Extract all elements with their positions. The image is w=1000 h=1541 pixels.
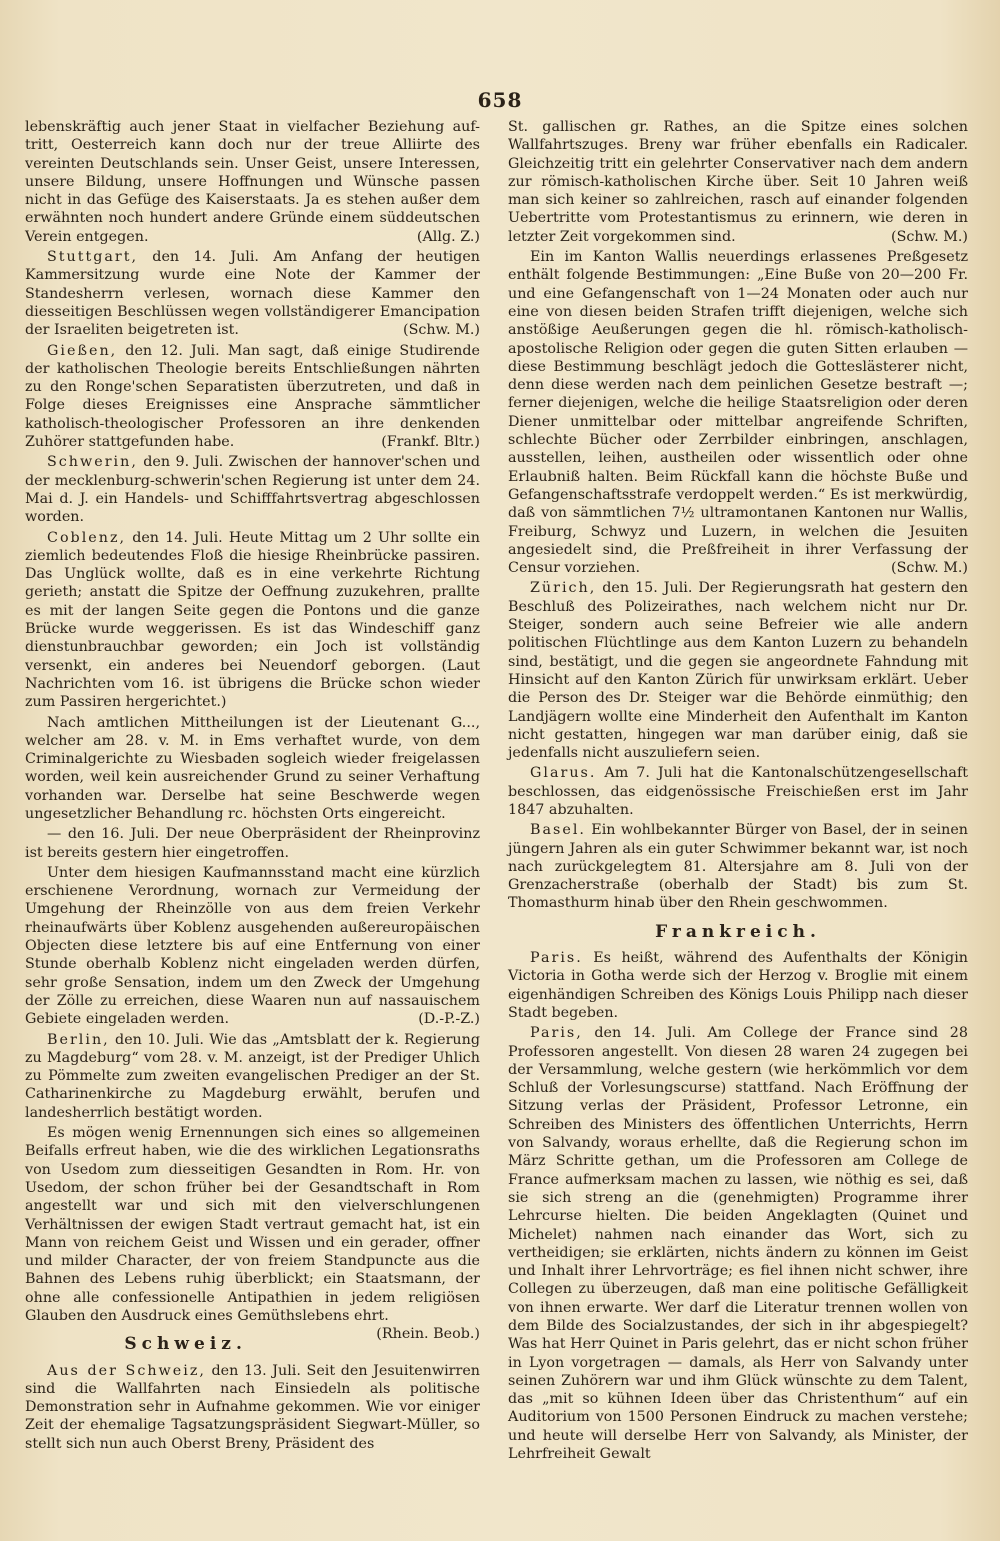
article-paris: Paris. Es heißt, während des Aufenthalts der Königin Victoria in Gotha werde sich der Herzog v. Broglie mit einem eigenhändigen Schreiben des Königs Louis Philipp nach dieser Stadt begeben. (508, 950, 968, 1021)
dateline-place: Berlin, (47, 1031, 110, 1048)
source-citation: (Schw. M.) (403, 322, 480, 339)
dateline-place: Paris, (530, 1025, 583, 1042)
source-citation: (Schw. M.) (891, 228, 968, 245)
article-wallis: Ein im Kanton Wallis neuerdings erlassenes Preßgesetz enthält folgende Bestimmungen: „Eine Buße von 20—200 Fr. und eine Gefangenschaft von 1—24 Monaten oder auch nur eine von diesen beiden Strafen trifft diejenigen, welche sich anstößige Aeußerungen gegen die hl. römisch-katholisch-apostolische Religion oder gegen die guten Sitten erlauben — diese Bestimmung beschlägt jedoch die Gotteslästerer nicht, denn diese werden nach dem peinlichen Gesetze bestraft —; ferner diejenigen, welche die heilige Staatsreligion oder deren Diener unmittelbar oder mittelbar angreifende Schriften, schlechte Bücher oder Zerrbilder einbringen, anschlagen, ausstellen, leihen, austheilen oder wissentlich oder ohne Erlaubniß halten. Beim Rückfall kann die höchste Buße und Gefangenschaftsstrafe verdoppelt werden.“ Es ist merkwürdig, daß von sämmtlichen 7½ ultramontanen Kantonen nur Wallis, Freiburg, Schwyz und Luzern, in welchen die Jesuiten angesiedelt sind, die Preßfreiheit in ihrer Verfassung der Censur vorziehen. (Schw. M.) (508, 249, 968, 577)
dateline-place: Paris. (530, 950, 583, 967)
dateline-place: Stuttgart, (47, 249, 139, 266)
article-basel: Basel. Ein wohlbekannter Bürger von Basel, der in seinen jüngern Jahren als ein guter Schwimmer bekannt war, ist noch nach zurückgelegtem 81. Altersjahre am 8. Juli von der Grenzacherstraße (oberhalb der Stadt) bis zum St. Thomasthurm hinab über den Rhein geschwommen. (508, 822, 968, 912)
article-schweiz: Aus der Schweiz, den 13. Juli. Seit den Jesuitenwirren sind die Wallfahrten nach Einsiedeln als politische Demonstration sehr in Aufnahme gekommen. Wie vor einiger Zeit der ehemalige Tagsatzungspräsident Siegwart-Müller, so stellt sich nun auch Oberst Breny, Präsident des (25, 1362, 481, 1452)
article-schwerin: Schwerin, den 9. Juli. Zwischen der hannover'schen und der mecklenburg-schwerin'schen Regierung ist unter dem 24. Mai d. J. ein Handels- und Schifffahrtsvertrag abgeschlossen worden. (25, 454, 480, 526)
article-paragraph: Es mögen wenig Ernennungen sich eines so allgemeinen Beifalls erfreut haben, wie die des wirklichen Legationsraths von Usedom zum diesseitigen Gesandten in Rom. Hr. von Usedom, der schon früher bei der Gesandtschaft in Rom angestellt war und sich mit den vielverschlungenen Verhältnissen der ewigen Stadt vertraut gemacht hat, ist ein Mann von reichem Geist und Wissen und ein gerader, offner und milder Character, der von freiem Standpuncte aus die Bahnen des Lebens ruhig überblickt; ein Staatsmann, der ohne alle confessionelle Antipathien in jedem religiösen Glauben den Ausdruck eines Gemüthslebens ehrt. (Rhein. Beob.) (25, 1125, 480, 1343)
source-citation: (Schw. M.) (891, 560, 968, 577)
article-paragraph: lebenskräftig auch jener Staat in vielfacher Beziehung auf-tritt, Oesterreich kann doch nur der treue Alliirte des vereinten Deutschlands sein. Unser Geist, unsere Interessen, unsere Bildung, unsere Hoffnungen und Wünsche passen nicht in das Gefüge des Kaiserstaats. Ja es stehen außer dem erwähnten noch hundert andere Gründe einem süddeutschen Verein entgegen. (Allg. Z.) (25, 119, 480, 245)
section-heading-frankreich: Frankreich. (655, 921, 821, 942)
article-paris-college: Paris, den 14. Juli. Am College der France sind 28 Professoren angestellt. Von diesen 28 waren 24 zugegen bei der Versammlung, welche gestern (wie herkömmlich vor dem Schluß der Vorlesungscurse) stattfand. Nach Eröffnung der Sitzung verlas der Präsident, Professor Letronne, ein Schreiben des Ministers des öffentlichen Unterrichts, Herrn von Salvandy, woraus erhellte, daß die Regierung schon im März Schritte gethan, um die Professoren am College de France aufmerksam machen zu lassen, wie nöthig es sei, daß sie sich streng an die (genehmigten) Programme ihrer Lehrcurse hielten. Die beiden Angeklagten (Quinet und Michelet) nahmen nach einander das Wort, sich zu vertheidigen; sie erklärten, nichts ändern zu können im Geist und Inhalt ihrer Lehrvorträge; es fiel ihnen nicht schwer, ihre Collegen zu überzeugen, daß man eine politische Gefälligkeit von ihnen erwarte. Wer darf die Literatur trennen wollen von dem Bilde des Socialzustandes, der sich in ihr abgespiegelt? Was hat Herr Quinet in Paris gelehrt, das er nicht schon früher in Lyon vorgetragen — damals, als Herr von Salvandy unter seinen Zuhörern war und ihm Glück wünschte zu dem Talent, das „mit so kühnen Ideen über das Christenthum“ auf ein Auditorium von 1500 Personen Eindruck zu machen verstehe; und heute will derselbe Herr von Salvandy, als Minister, der Lehrfreiheit Gewalt (508, 1025, 968, 1463)
dateline-place: Glarus. (530, 765, 597, 782)
dateline-place: Aus der Schweiz, (47, 1362, 206, 1379)
section-heading-schweiz: Schweiz. (124, 1334, 247, 1355)
article-paragraph: Unter dem hiesigen Kaufmannsstand macht eine kürzlich erschienene Verordnung, wornach zur Vermeidung der Umgehung der Rheinzölle von aus dem freien Verkehr rheinaufwärts über Koblenz ausgehenden außereuropäischen Objecten diese letztere bis auf eine Entfernung von einer Stunde oberhalb Koblenz nicht eingeladen werden dürfen, sehr große Sensation, indem um den Zweck der Umgehung der Zölle zu erreichen, diese Waaren nun auf nassauischem Gebiete eingeladen werden. (D.-P.-Z.) (25, 864, 480, 1028)
article-paragraph: Nach amtlichen Mittheilungen ist der Lieutenant G..., welcher am 28. v. M. in Ems verhaftet wurde, von dem Criminalgerichte zu Wiesbaden sogleich wieder freigelassen worden, weil kein ausreichender Grund zu seiner Verhaftung vorhanden war. Derselbe hat seine Beschwerde wegen ungesetzlicher Behandlung rc. höchsten Orts eingereicht. (25, 714, 480, 822)
article-glarus: Glarus. Am 7. Juli hat die Kantonalschützengesellschaft beschlossen, das eidgenössische Freischießen erst im Jahr 1847 abzuhalten. (508, 765, 968, 818)
left-column (25, 118, 480, 1453)
dateline-place: Zürich, (530, 580, 597, 597)
source-citation: (Allg. Z.) (416, 228, 480, 245)
article-zuerich: Zürich, den 15. Juli. Der Regierungsrath hat gestern den Beschluß des Polizeirathes, nach welchem nicht nur Dr. Steiger, sondern auch seine Befreier wie alle andern politischen Flüchtlinge aus dem Kanton Luzern zu behandeln sind, bestätigt, und die gegen sie angeordnete Fahndung mit Hinsicht auf den Kanton Zürich für unwirksam erklärt. Ueber die Person des Dr. Steiger war die Behörde einmüthig; den Landjägern wollte eine Minderheit den Aufenthalt im Kanton nicht gestatten, hingegen war man darüber einig, daß sie jedenfalls nicht auszuliefern seien. (508, 580, 968, 762)
right-column (508, 118, 968, 1463)
article-berlin: Berlin, den 10. Juli. Wie das „Amtsblatt der k. Regierung zu Magdeburg“ vom 28. v. M. anzeigt, ist der Prediger Uhlich zu Pömmelte zum zweiten evangelischen Prediger an der St. Catharinenkirche zu Magdeburg erwählt, berufen und landesherrlich bestätigt worden. (25, 1031, 480, 1121)
dateline-place: Schwerin, (47, 454, 138, 471)
dateline-place: Basel. (530, 822, 586, 839)
source-citation: (Rhein. Beob.) (376, 1326, 480, 1343)
page-number: 658 (477, 88, 523, 112)
article-coblenz: Coblenz, den 14. Juli. Heute Mittag um 2 Uhr sollte ein ziemlich bedeutendes Floß die hiesige Rheinbrücke passiren. Das Unglück wollte, daß es in eine verkehrte Richtung gerieth; anstatt die Spitze der Oeffnung zuzukehren, prallte es mit der langen Seite gegen die Pontons und die ganze Brücke wurde weggerissen. Es ist das Windeschiff ganz dienstunbrauchbar geworden; ein Joch ist vollständig versenkt, ein anderes bei Neuendorf geborgen. (Laut Nachrichten vom 16. ist übrigens die Brücke schon wieder zum Passiren hergerichtet.) (25, 529, 480, 711)
source-citation: (D.-P.-Z.) (418, 1011, 480, 1028)
dateline-place: Gießen, (47, 342, 118, 359)
article-stuttgart: Stuttgart, den 14. Juli. Am Anfang der heutigen Kammersitzung wurde eine Note der Kammer der Standesherrn verlesen, wornach diese Kammer den diesseitigen Beschlüssen wegen vollständigerer Emancipation der Israeliten beigetreten ist. (Schw. M.) (25, 249, 480, 339)
article-giessen: Gießen, den 12. Juli. Man sagt, daß einige Studirende der katholischen Theologie bereits Entschließungen nährten zu den Ronge'schen Separatisten überzutreten, und daß in Folge dieses Ereignisses eine Ansprache sämmtlicher katholisch-theologischer Professoren an ihre denkenden Zuhörer stattgefunden habe. (Frankf. Bltr.) (25, 342, 480, 451)
article-paragraph: St. gallischen gr. Rathes, an die Spitze eines solchen Wallfahrtszuges. Breny war früher ebenfalls ein Radicaler. Gleichzeitig tritt ein gelehrter Conservativer nach dem andern zur römisch-katholischen Kirche über. Seit 10 Jahren weiß man sich keiner so zahlreichen, rasch auf einander folgenden Uebertritte vom Protestantismus zu erinnern, wie deren in letzter Zeit vorgekommen sind. (Schw. M.) (508, 119, 968, 245)
dateline-place: Coblenz, (47, 529, 127, 546)
source-citation: (Frankf. Bltr.) (381, 434, 480, 451)
article-paragraph: — den 16. Juli. Der neue Oberpräsident der Rheinprovinz ist bereits gestern hier eingetroffen. (25, 826, 480, 861)
